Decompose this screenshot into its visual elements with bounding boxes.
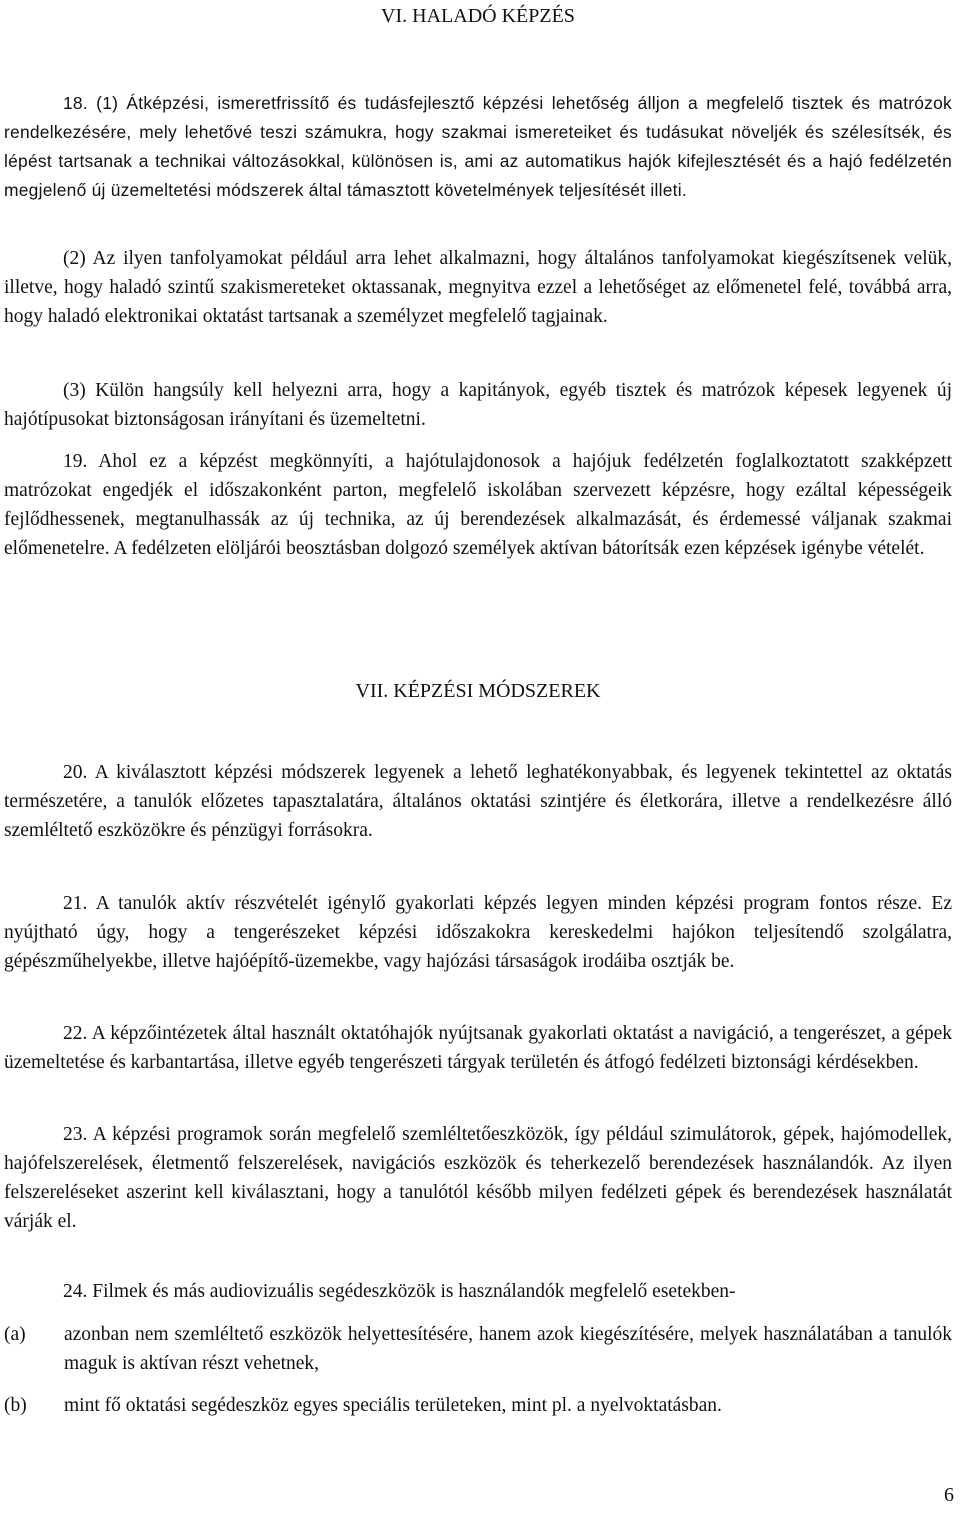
section-title-vii: VII. KÉPZÉSI MÓDSZEREK [355,680,601,702]
paragraph-text: 19. Ahol ez a képzést megkönnyíti, a hajótulajdonosok a hajójuk fedélzetén foglalkoztatott szakképzett matrózokat engedjék el időszakonként parton, megfelelő iskolában szervezett képzésre, hogy ezáltal képességeik fejlődhessenek, megtanulhassák az új technika, az új berendezések alkalmazását, és érdemessé váljanak szakmai előmenetelre. A fedélzeten elöljárói beosztásban dolgozó személyek aktívan bátorítsák ezen képzések igénybe vételét. [4,451,952,559]
list-item-text: mint fő oktatási segédeszköz egyes speciális területeken, mint pl. a nyelvoktatásban. [64,1395,722,1416]
paragraph-text: 21. A tanulók aktív részvételét igénylő gyakorlati képzés legyen minden képzési program fontos része. Ez nyújtható úgy, hogy a tengerészeket képzési időszakokra kereskedelmi hajókon teljesítendő szolgálatra, gépészműhelyekbe, illetve hajóépítő-üzemekbe, vagy hajózási társaságok irodáiba osztják be. [4,893,952,972]
paragraph-text: 23. A képzési programok során megfelelő szemléltetőeszközök, így például szimulátorok, gépek, hajómodellek, hajófelszerelések, életmentő felszerelések, navigációs eszközök és teherkezelő berendezések használandók. Az ilyen felszereléseket aszerint kell kiválasztani, hogy a tanulótól később milyen fedélzeti gépek és berendezések használatát várják el. [4,1124,952,1232]
page-number: 6 [944,1484,954,1506]
paragraph-text: 18. (1) Átképzési, ismeretfrissítő és tudásfejlesztő képzési lehetőség álljon a megfelelő tisztek és matrózok rendelkezésére, mely lehetővé teszi számukra, hogy szakmai ismereteiket és tudásukat növeljék és szélesítsék, és lépést tartsanak a technikai változásokkal, különösen is, ami az automatikus hajók kifejlesztését és a hajó fedélzetén megjelenő új üzemeltetési módszerek által támasztott követelmények teljesítését illeti. [4,93,952,200]
paragraph-18-1 [4,89,952,205]
list-item-letter: (a) [4,1324,26,1345]
paragraph-20 [4,758,952,845]
paragraph-text: 20. A kiválasztott képzési módszerek legyenek a lehető leghatékonyabbak, és legyenek tekintettel az oktatás természetére, a tanulók előzetes tapasztalatára, általános oktatási szintjére és életkorára, illetve a rendelkezésre álló szemléltető eszközökre és pénzügyi forrásokra. [4,762,952,841]
paragraph-24 [4,1277,952,1306]
paragraph-23 [4,1120,952,1236]
paragraph-19 [4,447,952,563]
paragraph-21 [4,889,952,976]
paragraph-text: 24. Filmek és más audiovizuális segédeszközök is használandók megfelelő esetekben- [63,1281,736,1302]
paragraph-text: (3) Külön hangsúly kell helyezni arra, hogy a kapitányok, egyéb tisztek és matrózok képesek legyenek új hajótípusokat biztonságosan irányítani és üzemeltetni. [4,380,952,430]
list-item-letter: (b) [4,1395,27,1416]
paragraph-22 [4,1019,952,1077]
list-item-text: azonban nem szemléltető eszközök helyettesítésére, hanem azok kiegészítésére, melyek használatában a tanulók maguk is aktívan részt vehetnek, [64,1324,952,1374]
paragraph-18-2 [4,244,952,331]
paragraph-18-3 [4,376,952,434]
paragraph-text: (2) Az ilyen tanfolyamokat például arra lehet alkalmazni, hogy általános tanfolyamokat kiegészítsenek velük, illetve, hogy haladó szintű szakismereteket oktassanak, megnyitva ezzel a lehetőséget az előmenetel felé, továbbá arra, hogy haladó elektronikai oktatást tartsanak a személyzet megfelelő tagjainak. [4,248,952,327]
section-title-vi: VI. HALADÓ KÉPZÉS [381,5,575,27]
paragraph-text: 22. A képzőintézetek által használt oktatóhajók nyújtsanak gyakorlati oktatást a navigáció, a tengerészet, a gépek üzemeltetése és karbantartása, illetve egyéb tengerészeti tárgyak területén és átfogó fedélzeti biztonsági kérdésekben. [4,1023,952,1073]
